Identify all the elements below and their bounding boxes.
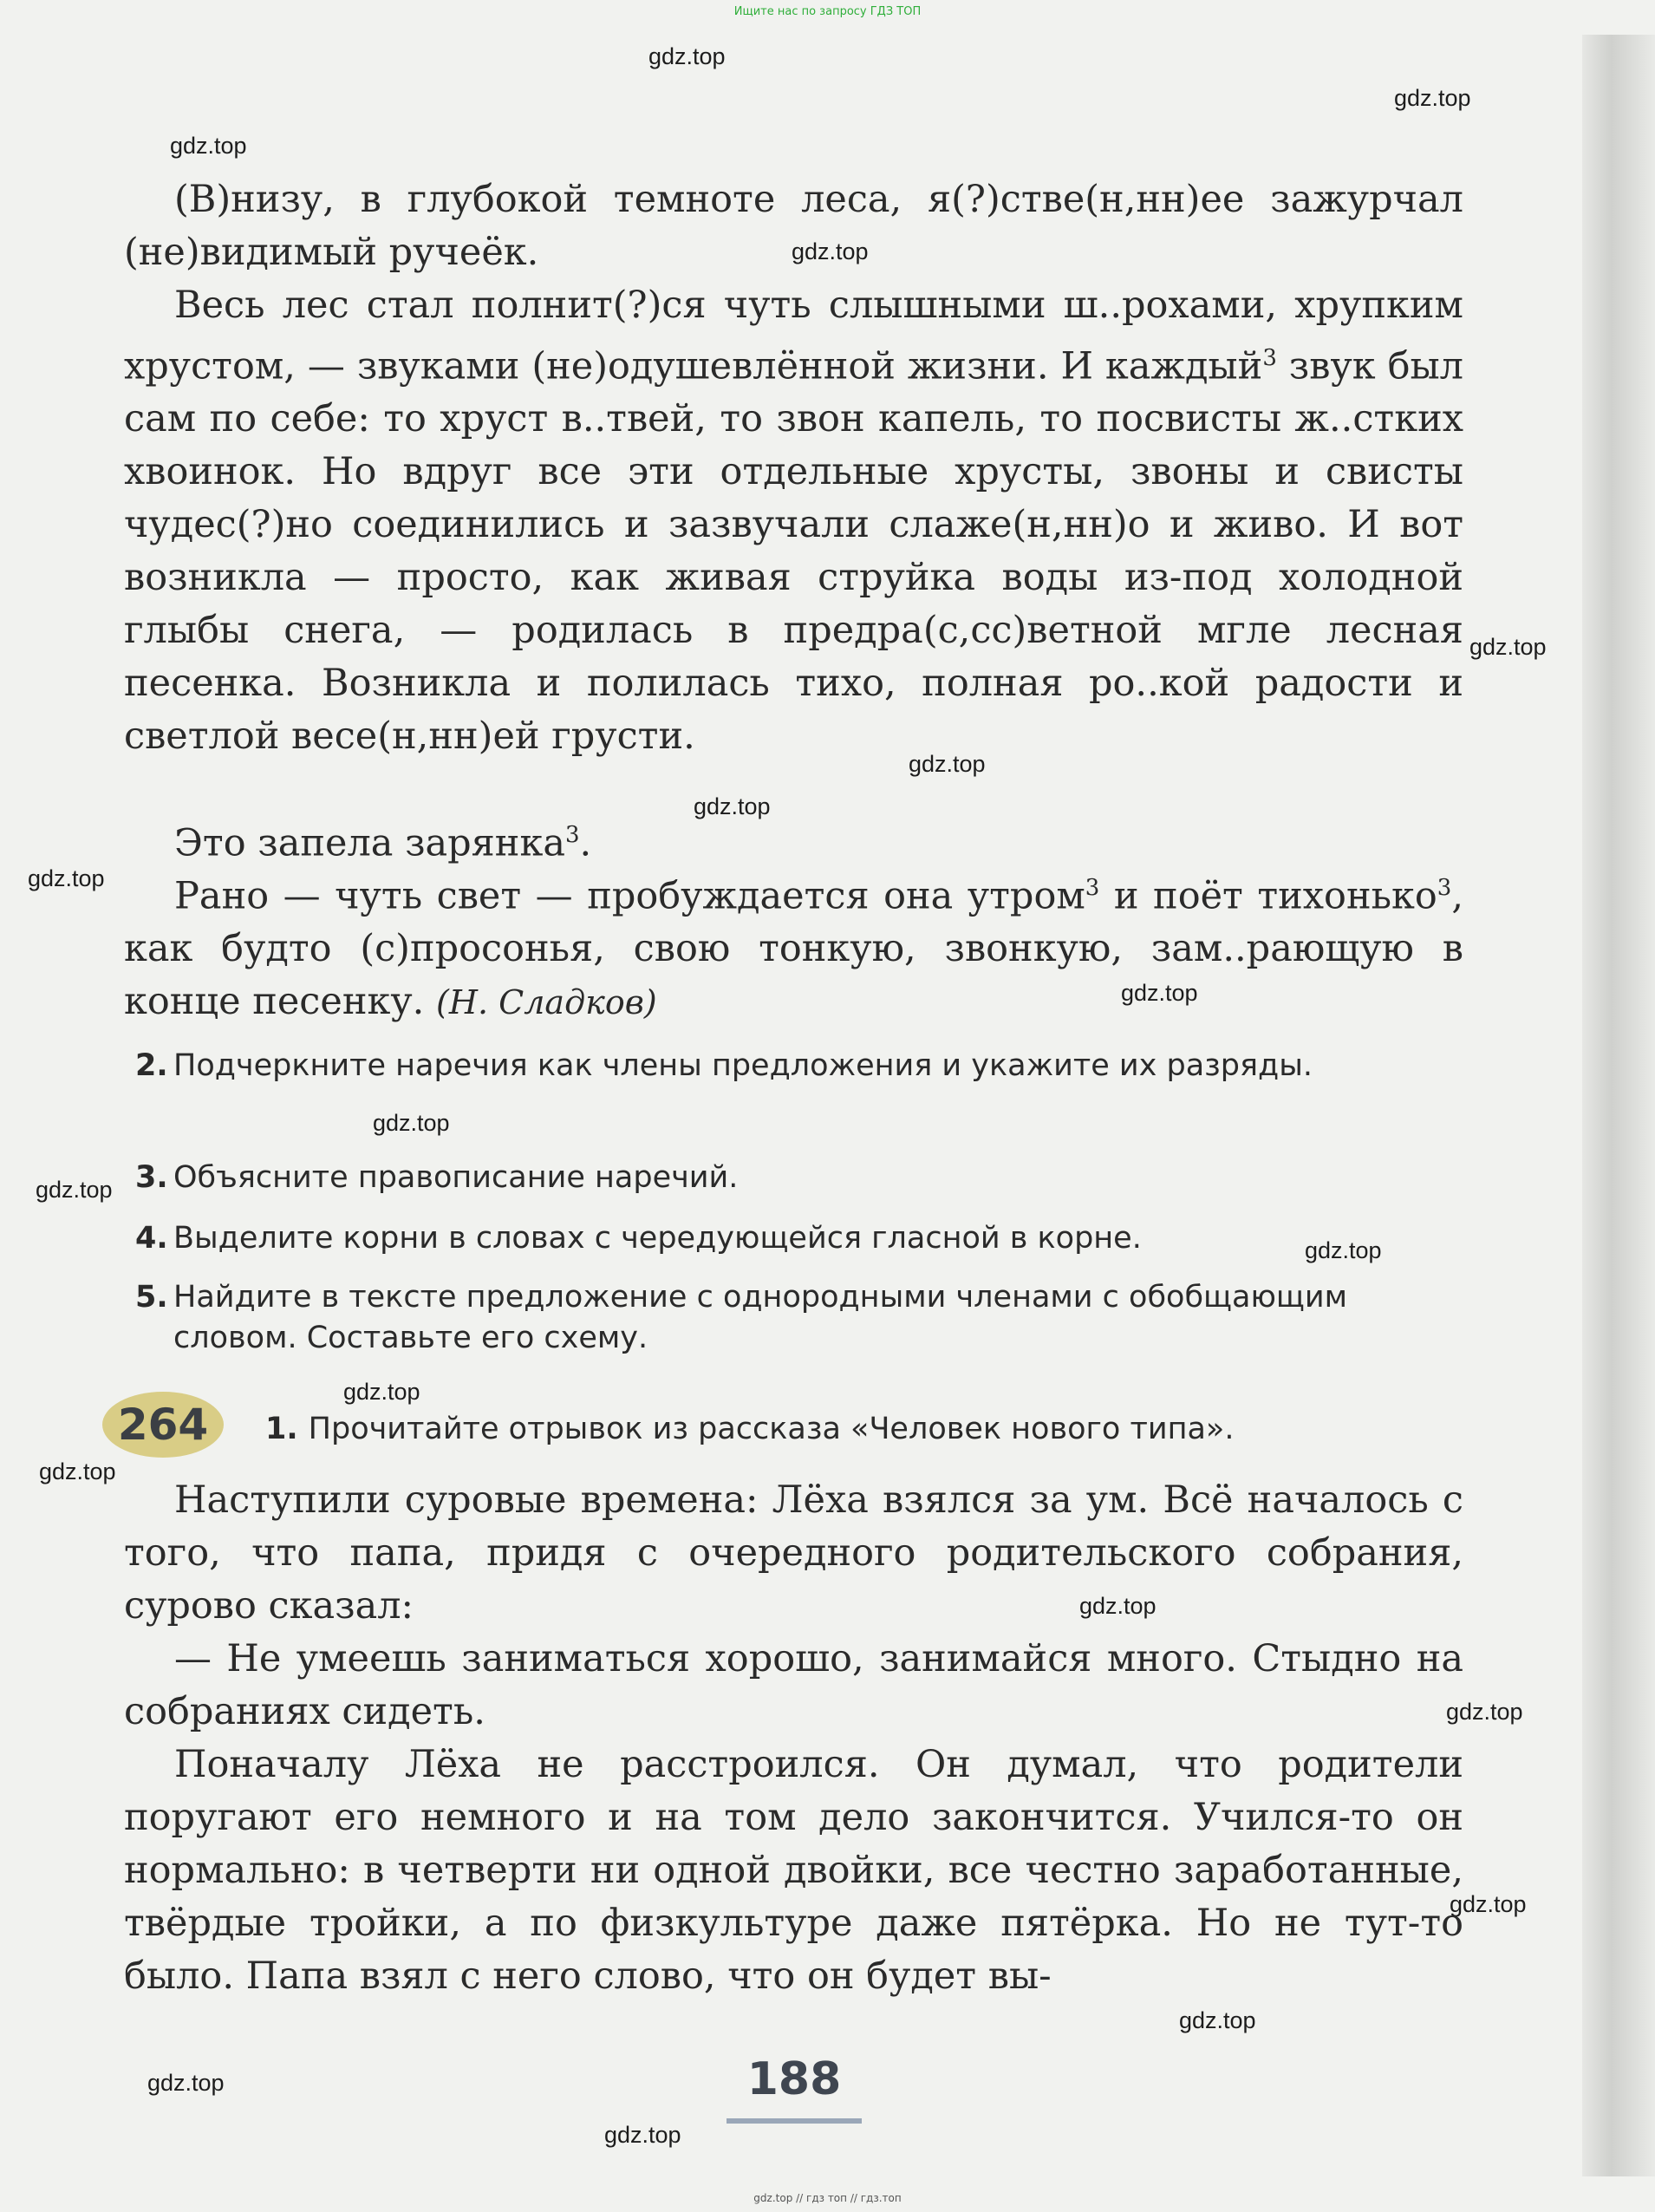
task-item: 4. Выделите корни в словах с чередующейся гласной в корне. (135, 1221, 1142, 1256)
task-item: 2. Подчеркните наречия как члены предложения и укажите их разряды. (135, 1048, 1313, 1083)
watermark: gdz.top (792, 238, 869, 264)
page-number: 188 (746, 2053, 842, 2105)
text-paragraph: Рано — чуть свет — пробуждается она утром$^3$ и поёт тихонько$^3$, как будто (с)просонья, свою тонкую, звонкую, зам..рающую в конце песенку. (Н. Сладков) (124, 874, 1463, 1024)
exercise-number-badge: 264 (102, 1392, 224, 1458)
watermark: gdz.top (1079, 1593, 1157, 1619)
author: (Н. Сладков) (436, 983, 657, 1022)
watermark: gdz.top (604, 2122, 681, 2148)
page-edge-shadow (1582, 35, 1655, 2176)
watermark: gdz.top (648, 43, 726, 69)
watermark: gdz.top (1121, 980, 1198, 1006)
text-paragraph: Наступили суровые времена: Лёха взялся за ум. Всё началось с того, что папа, придя с очередного родительского собрания, сурово сказал: (124, 1478, 1463, 1628)
watermark: gdz.top (909, 751, 986, 777)
text-paragraph: (В)низу, в глубокой темноте леса, я(?)стве(н,нн)ее зажурчал (не)видимый ручеёк. (124, 178, 1463, 274)
watermark: gdz.top (1305, 1237, 1382, 1263)
watermark: gdz.top (373, 1110, 450, 1136)
footnote-mark: 3 (564, 822, 580, 848)
page-number-underline (727, 2118, 862, 2124)
watermark: gdz.top (1450, 1891, 1527, 1917)
watermark: gdz.top (1446, 1699, 1523, 1725)
watermark: gdz.top (36, 1177, 113, 1203)
watermark: gdz.top (147, 2070, 225, 2096)
watermark: gdz.top (39, 1458, 116, 1484)
text-paragraph: Поначалу Лёха не расстроился. Он думал, что родители поругают его немного и на том дело закончится. Учился-то он нормально: в четверти ни одной двойки, все честно заработанные, твёрдые тройки, а по физкультуре даже пятёрка. Но не тут-то было. Папа взял с него слово, что он будет вы- (124, 1743, 1463, 1998)
footnote-mark: 3 (1262, 345, 1277, 371)
watermark: gdz.top (1394, 85, 1471, 111)
top-search-note: Ищите нас по запросу ГДЗ ТОП (733, 5, 922, 18)
text-paragraph: Весь лес стал полнит(?)ся чуть слышными ш..рохами, хрупким хрустом, — звуками (не)одушевлённой жизни. И каждый$^3$ звук был сам по себе: то хруст в..твей, то звон капель, то посвисты ж..стких хвоинок. Но вдруг все эти отдельные хрусты, звоны и свисты чудес(?)но соединились и зазвучали слаже(н,нн)о и живо. И вот возникла — просто, как живая струйка воды из-под холодной глыбы снега, — родилась в предра(с,сс)ветной мгле лесная песенка. Возникла и полилась тихо, полная ро..кой радости и светлой весе(н,нн)ей грусти. (124, 284, 1463, 759)
watermark: gdz.top (170, 133, 247, 159)
exercise-task: 1. Прочитайте отрывок из рассказа «Человек нового типа». (265, 1412, 1235, 1446)
bottom-note: gdz.top // гдз топ // гдз.топ (753, 2192, 902, 2204)
text-paragraph: Это запела зарянка$^3$. (174, 821, 592, 865)
footnote-mark: 3 (1085, 875, 1100, 901)
watermark: gdz.top (694, 793, 771, 819)
text-paragraph: — Не умеешь заниматься хорошо, занимайся много. Стыдно на собраниях сидеть. (124, 1637, 1463, 1733)
watermark: gdz.top (343, 1379, 420, 1405)
watermark: gdz.top (1469, 634, 1547, 660)
task-item: 5. Найдите в тексте предложение с однородными членами с обобщающим словом. Составьте его схему. (135, 1280, 1348, 1355)
watermark: gdz.top (28, 865, 105, 891)
watermark: gdz.top (1179, 2007, 1256, 2033)
footnote-mark: 3 (1437, 875, 1452, 901)
task-item: 3. Объясните правописание наречий. (135, 1160, 739, 1195)
